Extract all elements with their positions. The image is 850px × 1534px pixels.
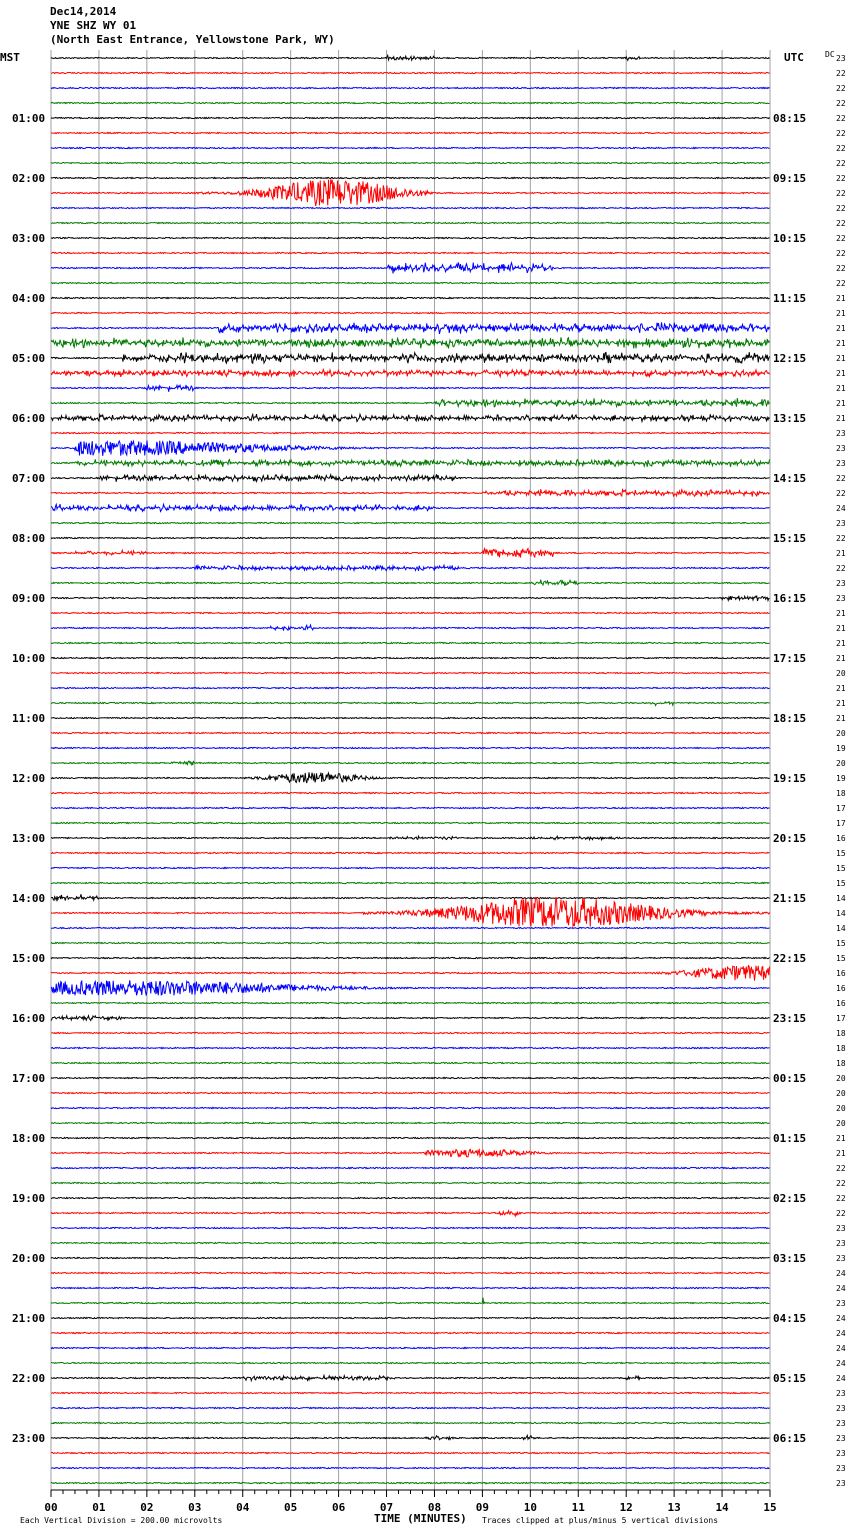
dc-offset-56: 14: [836, 894, 846, 903]
trace-5: [51, 132, 770, 133]
trace-11: [51, 222, 770, 223]
dc-offset-91: 23: [836, 1419, 846, 1428]
trace-87: [51, 1362, 770, 1363]
dc-offset-26: 23: [836, 444, 846, 453]
trace-2: [51, 87, 770, 88]
trace-92: [51, 1435, 770, 1439]
mst-hour-4: 05:00: [12, 352, 46, 365]
dc-offset-43: 21: [836, 699, 846, 708]
mst-hour-19: 20:00: [12, 1252, 46, 1265]
utc-hour-3: 11:15: [773, 292, 807, 305]
utc-hour-15: 23:15: [773, 1012, 807, 1025]
trace-91: [51, 1422, 770, 1423]
dc-offset-57: 14: [836, 909, 846, 918]
dc-offset-9: 22: [836, 189, 846, 198]
utc-hour-7: 15:15: [773, 532, 807, 545]
trace-41: [51, 672, 770, 673]
station-code: YNE SHZ WY 01: [50, 19, 137, 32]
dc-offset-22: 21: [836, 384, 846, 393]
dc-offset-59: 15: [836, 939, 846, 948]
trace-46: [51, 747, 770, 748]
trace-78: [51, 1227, 770, 1228]
x-tick-label-12: 12: [619, 1501, 633, 1514]
trace-39: [51, 642, 770, 643]
utc-hour-13: 21:15: [773, 892, 807, 905]
dc-offset-53: 15: [836, 849, 846, 858]
mst-hour-3: 04:00: [12, 292, 46, 305]
utc-axis-label: UTC: [784, 51, 804, 64]
trace-67: [51, 1062, 770, 1063]
dc-offset-81: 24: [836, 1269, 846, 1278]
trace-57: [51, 898, 770, 927]
trace-24: [51, 414, 770, 422]
trace-1: [51, 72, 770, 73]
dc-offset-64: 17: [836, 1014, 846, 1023]
dc-offset-42: 21: [836, 684, 846, 693]
dc-offset-73: 21: [836, 1149, 846, 1158]
trace-35: [51, 580, 770, 586]
dc-offset-67: 18: [836, 1059, 846, 1068]
dc-offset-70: 20: [836, 1104, 846, 1113]
dc-offset-36: 23: [836, 594, 846, 603]
trace-55: [51, 882, 770, 883]
dc-offset-83: 23: [836, 1299, 846, 1308]
trace-58: [51, 927, 770, 928]
dc-offset-54: 15: [836, 864, 846, 873]
trace-89: [51, 1392, 770, 1393]
utc-hour-11: 19:15: [773, 772, 807, 785]
trace-73: [51, 1149, 770, 1157]
trace-64: [51, 1016, 770, 1021]
x-tick-label-1: 01: [92, 1501, 106, 1514]
trace-14: [51, 262, 770, 273]
trace-59: [51, 942, 770, 943]
x-tick-label-11: 11: [571, 1501, 585, 1514]
dc-offset-92: 23: [836, 1434, 846, 1443]
mst-hour-10: 11:00: [12, 712, 46, 725]
mst-hour-9: 10:00: [12, 652, 46, 665]
mst-hour-6: 07:00: [12, 472, 46, 485]
trace-37: [51, 612, 770, 613]
dc-offset-1: 22: [836, 69, 846, 78]
x-tick-label-13: 13: [667, 1501, 681, 1514]
dc-offset-87: 24: [836, 1359, 846, 1368]
dc-offset-labels: [836, 54, 846, 1488]
trace-26: [51, 441, 770, 456]
dc-offset-28: 22: [836, 474, 846, 483]
utc-hour-14: 22:15: [773, 952, 807, 965]
utc-hour-5: 13:15: [773, 412, 807, 425]
dc-offset-75: 22: [836, 1179, 846, 1188]
dc-offset-19: 21: [836, 339, 846, 348]
trace-45: [51, 732, 770, 733]
dc-offset-55: 15: [836, 879, 846, 888]
dc-offset-52: 16: [836, 834, 846, 843]
mst-hour-12: 13:00: [12, 832, 46, 845]
trace-71: [51, 1122, 770, 1123]
trace-63: [51, 1002, 770, 1003]
trace-77: [51, 1211, 770, 1216]
dc-offset-5: 22: [836, 129, 846, 138]
dc-offset-21: 21: [836, 369, 846, 378]
trace-21: [51, 369, 770, 377]
mst-hour-13: 14:00: [12, 892, 46, 905]
dc-offset-11: 22: [836, 219, 846, 228]
trace-43: [51, 702, 770, 706]
dc-offset-30: 24: [836, 504, 846, 513]
dc-offset-23: 21: [836, 399, 846, 408]
dc-offset-84: 24: [836, 1314, 846, 1323]
dc-offset-32: 22: [836, 534, 846, 543]
dc-offset-80: 23: [836, 1254, 846, 1263]
trace-50: [51, 807, 770, 808]
trace-25: [51, 432, 770, 433]
mst-hour-15: 16:00: [12, 1012, 46, 1025]
utc-hour-16: 00:15: [773, 1072, 807, 1085]
mst-hour-18: 19:00: [12, 1192, 46, 1205]
utc-hour-10: 18:15: [773, 712, 807, 725]
trace-88: [51, 1375, 770, 1380]
trace-60: [51, 957, 770, 958]
mst-hour-5: 06:00: [12, 412, 46, 425]
trace-75: [51, 1182, 770, 1183]
dc-offset-35: 23: [836, 579, 846, 588]
dc-offset-33: 21: [836, 549, 846, 558]
trace-66: [51, 1047, 770, 1048]
trace-7: [51, 162, 770, 163]
station-location: (North East Entrance, Yellowstone Park, WY): [50, 33, 335, 46]
trace-38: [51, 625, 770, 631]
trace-32: [51, 537, 770, 538]
trace-36: [51, 596, 770, 601]
dc-offset-17: 21: [836, 309, 846, 318]
utc-hour-20: 04:15: [773, 1312, 807, 1325]
dc-offset-66: 18: [836, 1044, 846, 1053]
dc-offset-78: 23: [836, 1224, 846, 1233]
seismic-traces: [51, 55, 770, 1483]
dc-offset-12: 22: [836, 234, 846, 243]
x-tick-label-9: 09: [475, 1501, 490, 1514]
dc-offset-69: 20: [836, 1089, 846, 1098]
utc-hour-8: 16:15: [773, 592, 807, 605]
trace-20: [51, 352, 770, 363]
mst-axis-label: MST: [0, 51, 20, 64]
dc-offset-16: 21: [836, 294, 846, 303]
trace-28: [51, 474, 770, 482]
dc-offset-29: 22: [836, 489, 846, 498]
dc-offset-3: 22: [836, 99, 846, 108]
mst-hour-labels: [12, 112, 45, 1445]
mst-hour-21: 22:00: [12, 1372, 46, 1385]
dc-offset-44: 21: [836, 714, 846, 723]
dc-offset-76: 22: [836, 1194, 846, 1203]
utc-hour-19: 03:15: [773, 1252, 807, 1265]
x-tick-label-0: 00: [44, 1501, 58, 1514]
trace-31: [51, 522, 770, 523]
dc-offset-85: 24: [836, 1329, 846, 1338]
dc-offset-45: 20: [836, 729, 846, 738]
x-tick-label-2: 02: [140, 1501, 154, 1514]
time-axis: [44, 1490, 776, 1514]
mst-hour-1: 02:00: [12, 172, 46, 185]
utc-hour-2: 10:15: [773, 232, 807, 245]
trace-82: [51, 1287, 770, 1288]
mst-hour-22: 23:00: [12, 1432, 46, 1445]
dc-offset-31: 23: [836, 519, 846, 528]
trace-95: [51, 1482, 770, 1483]
mst-hour-0: 01:00: [12, 112, 46, 125]
trace-13: [51, 252, 770, 253]
dc-offset-27: 23: [836, 459, 846, 468]
dc-offset-58: 14: [836, 924, 846, 933]
dc-offset-89: 23: [836, 1389, 846, 1398]
trace-61: [51, 965, 770, 981]
dc-offset-72: 21: [836, 1134, 846, 1143]
trace-80: [51, 1257, 770, 1258]
dc-offset-86: 24: [836, 1344, 846, 1353]
dc-offset-20: 21: [836, 354, 846, 363]
mst-hour-20: 21:00: [12, 1312, 46, 1325]
utc-hour-9: 17:15: [773, 652, 807, 665]
trace-65: [51, 1032, 770, 1033]
dc-offset-79: 23: [836, 1239, 846, 1248]
utc-hour-6: 14:15: [773, 472, 807, 485]
trace-52: [51, 836, 770, 840]
utc-hour-0: 08:15: [773, 112, 807, 125]
dc-offset-34: 22: [836, 564, 846, 573]
dc-offset-47: 20: [836, 759, 846, 768]
mst-hour-17: 18:00: [12, 1132, 46, 1145]
x-tick-label-6: 06: [331, 1501, 346, 1514]
trace-74: [51, 1167, 770, 1168]
trace-9: [51, 179, 770, 206]
dc-offset-62: 16: [836, 984, 846, 993]
dc-offset-82: 24: [836, 1284, 846, 1293]
trace-86: [51, 1347, 770, 1348]
dc-offset-40: 21: [836, 654, 846, 663]
mst-hour-2: 03:00: [12, 232, 46, 245]
dc-offset-14: 22: [836, 264, 846, 273]
dc-offset-25: 23: [836, 429, 846, 438]
trace-68: [51, 1077, 770, 1078]
trace-84: [51, 1317, 770, 1318]
x-tick-label-10: 10: [523, 1501, 537, 1514]
scale-note: Each Vertical Division = 200.00 microvolts: [20, 1516, 223, 1525]
trace-33: [51, 549, 770, 558]
utc-hour-18: 02:15: [773, 1192, 807, 1205]
dc-offset-38: 21: [836, 624, 846, 633]
mst-hour-7: 08:00: [12, 532, 46, 545]
dc-offset-94: 23: [836, 1464, 846, 1473]
trace-90: [51, 1407, 770, 1408]
trace-56: [51, 894, 770, 900]
dc-offset-10: 22: [836, 204, 846, 213]
dc-offset-6: 22: [836, 144, 846, 153]
trace-27: [51, 459, 770, 467]
utc-hour-labels: [773, 112, 806, 1445]
trace-70: [51, 1107, 770, 1108]
dc-offset-88: 24: [836, 1374, 846, 1383]
x-tick-label-7: 07: [379, 1501, 394, 1514]
dc-offset-24: 21: [836, 414, 846, 423]
trace-6: [51, 147, 770, 148]
x-tick-label-8: 08: [427, 1501, 442, 1514]
dc-offset-4: 22: [836, 114, 846, 123]
dc-offset-46: 19: [836, 744, 846, 753]
x-tick-label-15: 15: [763, 1501, 777, 1514]
dc-offset-0: 23: [836, 54, 846, 63]
dc-offset-68: 20: [836, 1074, 846, 1083]
dc-offset-65: 18: [836, 1029, 846, 1038]
dc-offset-49: 18: [836, 789, 846, 798]
dc-offset-95: 23: [836, 1479, 846, 1488]
trace-0: [51, 55, 770, 60]
trace-10: [51, 207, 770, 208]
dc-offset-8: 22: [836, 174, 846, 183]
trace-79: [51, 1242, 770, 1243]
trace-54: [51, 867, 770, 868]
mst-hour-11: 12:00: [12, 772, 46, 785]
trace-22: [51, 385, 770, 392]
trace-40: [51, 657, 770, 658]
trace-51: [51, 822, 770, 823]
trace-15: [51, 282, 770, 283]
utc-hour-22: 06:15: [773, 1432, 807, 1445]
trace-4: [51, 117, 770, 118]
dc-offset-15: 22: [836, 279, 846, 288]
trace-53: [51, 852, 770, 853]
x-tick-label-14: 14: [715, 1501, 729, 1514]
dc-offset-63: 16: [836, 999, 846, 1008]
trace-42: [51, 687, 770, 688]
dc-offset-74: 22: [836, 1164, 846, 1173]
dc-offset-2: 22: [836, 84, 846, 93]
trace-12: [51, 237, 770, 238]
utc-hour-12: 20:15: [773, 832, 807, 845]
trace-8: [51, 177, 770, 178]
dc-offset-39: 21: [836, 639, 846, 648]
utc-hour-21: 05:15: [773, 1372, 807, 1385]
x-axis-title: TIME (MINUTES): [374, 1512, 467, 1525]
dc-offset-77: 22: [836, 1209, 846, 1218]
dc-offset-50: 17: [836, 804, 846, 813]
dc-offset-60: 15: [836, 954, 846, 963]
trace-48: [51, 772, 770, 783]
dc-offset-13: 22: [836, 249, 846, 258]
trace-62: [51, 980, 770, 995]
utc-hour-4: 12:15: [773, 352, 807, 365]
trace-30: [51, 504, 770, 511]
dc-offset-61: 16: [836, 969, 846, 978]
trace-85: [51, 1332, 770, 1333]
dc-offset-93: 23: [836, 1449, 846, 1458]
x-tick-label-4: 04: [236, 1501, 250, 1514]
dc-offset-48: 19: [836, 774, 846, 783]
trace-83: [51, 1298, 770, 1305]
trace-17: [51, 312, 770, 313]
mst-hour-16: 17:00: [12, 1072, 46, 1085]
dc-offset-51: 17: [836, 819, 846, 828]
trace-44: [51, 717, 770, 718]
trace-29: [51, 489, 770, 496]
trace-93: [51, 1452, 770, 1453]
dc-offset-7: 22: [836, 159, 846, 168]
utc-hour-17: 01:15: [773, 1132, 807, 1145]
trace-19: [51, 337, 770, 348]
clip-note: Traces clipped at plus/minus 5 vertical divisions: [482, 1516, 719, 1525]
chart-date: Dec14,2014: [50, 5, 117, 18]
dc-offset-37: 21: [836, 609, 846, 618]
trace-23: [51, 398, 770, 407]
trace-72: [51, 1137, 770, 1138]
trace-69: [51, 1092, 770, 1093]
mst-hour-14: 15:00: [12, 952, 46, 965]
trace-81: [51, 1272, 770, 1273]
dc-offset-18: 21: [836, 324, 846, 333]
trace-18: [51, 322, 770, 333]
x-tick-label-3: 03: [188, 1501, 202, 1514]
dc-offset-90: 23: [836, 1404, 846, 1413]
trace-16: [51, 297, 770, 298]
trace-3: [51, 102, 770, 103]
trace-47: [51, 761, 770, 765]
trace-94: [51, 1467, 770, 1468]
utc-hour-1: 09:15: [773, 172, 807, 185]
x-tick-label-5: 05: [284, 1501, 298, 1514]
trace-49: [51, 792, 770, 793]
dc-offset-71: 20: [836, 1119, 846, 1128]
trace-76: [51, 1197, 770, 1198]
dc-offset-41: 20: [836, 669, 846, 678]
mst-hour-8: 09:00: [12, 592, 46, 605]
trace-34: [51, 565, 770, 571]
dc-axis-label: DC: [825, 50, 835, 59]
